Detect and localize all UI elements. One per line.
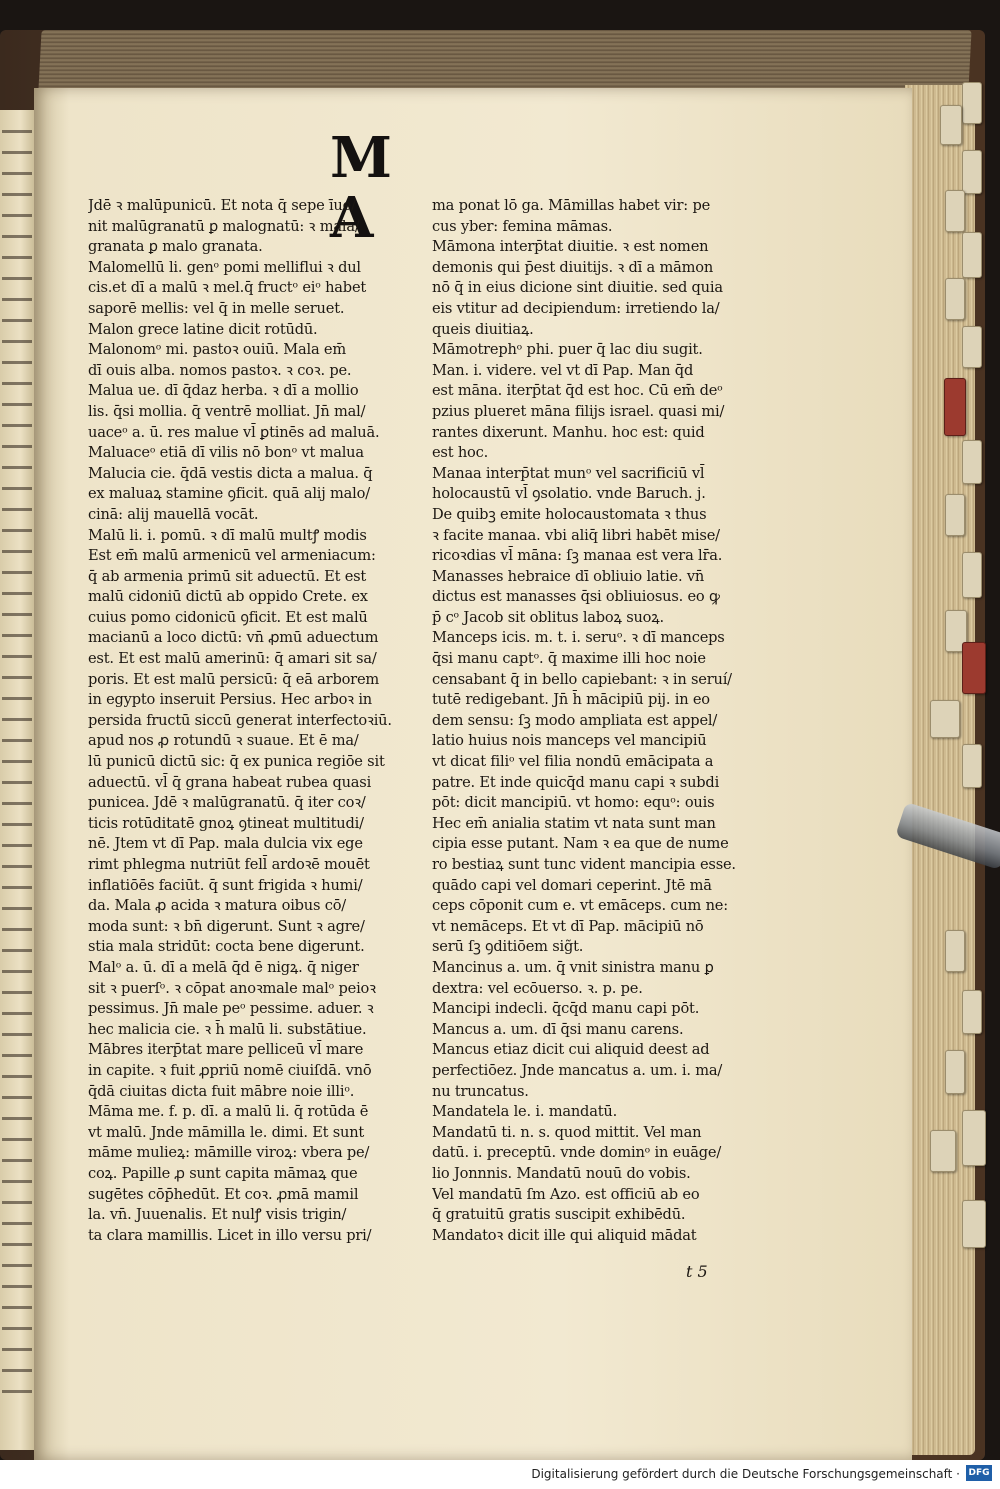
- text-line: sugētes cōp̄hedūt. Et coꝛ. ꝓmā mamil: [88, 1185, 359, 1203]
- facing-page-text-trace: [2, 1243, 32, 1246]
- text-line: est māna. iterp̄tat q̄d est hoc. Cū em̄ deᵒ: [432, 382, 723, 400]
- text-line: ta clara mamillis. Licet in illo versu pri/: [88, 1226, 372, 1244]
- facing-page-text-trace: [2, 508, 32, 511]
- left-text-column: [88, 196, 418, 1246]
- text-line: uaceᵒ a. ū. res malue vl̄ ꝑtinēs ad maluā.: [88, 423, 380, 441]
- facing-page-text-trace: [2, 172, 32, 175]
- funding-credit: Digitalisierung gefördert durch die Deutsche Forschungsgemeinschaft ·: [531, 1467, 960, 1481]
- text-line: aduectū. vl̄ q̄ grana habeat rubea quasi: [88, 773, 372, 791]
- text-line: vt dicat filiᵒ vel filia nondū emācipata a: [432, 753, 714, 771]
- text-line: lio Jonnnis. Mandatū nouū do vobis.: [432, 1164, 691, 1182]
- facing-page-text-trace: [2, 907, 32, 910]
- text-line: pōt: dicit mancipiū. vt homo: equᵒ: ouis: [432, 794, 715, 812]
- text-line: ma ponat lō ga. Māmillas habet vir: pe: [432, 197, 711, 214]
- text-line: dextra: vel ecōuerso. ꝛ. p. pe.: [432, 979, 643, 997]
- text-line: Māma me. f. p. dī. a malū li. q̄ rotūda ē: [88, 1103, 369, 1121]
- book-top-edge: [38, 30, 971, 90]
- text-line: Mandatoꝛ dicit ille qui aliquid mādat: [432, 1226, 697, 1244]
- text-line: Jdē ꝛ malūpunicū. Et nota q̄ sepe īue/: [88, 197, 356, 214]
- text-line: Malonomᵒ mi. pastoꝛ ouiū. Mala em̄: [88, 341, 346, 359]
- text-line: pessimus. Jn̄ male peᵒ pessime. aduer. ꝛ: [88, 1000, 374, 1018]
- index-tab[interactable]: [962, 440, 982, 484]
- facing-page-text-trace: [2, 319, 32, 322]
- facing-page-text-trace: [2, 1390, 32, 1393]
- text-line: serū ſꝫ ꝯditiōem sig̃t.: [432, 938, 584, 956]
- text-line: Malua ue. dī q̄daz herba. ꝛ dī a mollio: [88, 382, 359, 400]
- text-line: macianū a loco dictū: vn̄ ꝓmū aduectum: [88, 629, 379, 647]
- facing-page-text-trace: [2, 739, 32, 742]
- facing-page-text-trace: [2, 655, 32, 658]
- text-line: Mancipi indecli. q̄cq̄d manu capi pōt.: [432, 1000, 700, 1018]
- text-line: in capite. ꝛ fuit ꝓpriū nomē ciuiſdā. vnō: [88, 1061, 372, 1079]
- index-tab[interactable]: [962, 232, 982, 278]
- index-tab[interactable]: [962, 1200, 986, 1248]
- text-line: cus yber: femina māmas.: [432, 217, 613, 235]
- text-line: Māmotrephᵒ phi. puer q̄ lac diu sugit.: [432, 341, 703, 359]
- index-tab[interactable]: [962, 150, 982, 194]
- text-line: quādo capi vel domari ceperint. Jtē mā: [432, 876, 712, 894]
- text-line: ꝛ facite manaa. vbi aliq̄ libri habēt mise/: [432, 526, 720, 544]
- text-line: rimt phlegma nutriūt fell̄ ardoꝛē mouēt: [88, 856, 370, 873]
- text-line: queis diuitiaꝝ.: [432, 320, 534, 338]
- facing-page-text-trace: [2, 1012, 32, 1015]
- text-line: ex maluaꝝ stamine ꝯficit. quā alij malo/: [88, 485, 370, 503]
- index-tab[interactable]: [945, 494, 965, 536]
- facing-page-text-trace: [2, 214, 32, 217]
- facing-page-text-trace: [2, 550, 32, 553]
- text-line: persida fructū siccū generat interfectoꝛiū.: [88, 711, 392, 729]
- text-line: Manasses hebraice dī obliuio latie. vn̄: [432, 567, 705, 585]
- facing-page-text-trace: [2, 1348, 32, 1351]
- facing-page-text-trace: [2, 676, 32, 679]
- facing-page-text-trace: [2, 403, 32, 406]
- text-line: māme mulieꝝ: māmille viroꝝ: vbera pe/: [88, 1144, 370, 1162]
- facing-page-text-trace: [2, 697, 32, 700]
- facing-page-text-trace: [2, 991, 32, 994]
- index-tab[interactable]: [945, 278, 965, 320]
- text-line: p̄ cᵒ Jacob sit oblitus laboꝝ suoꝝ.: [432, 608, 664, 626]
- text-line: coꝝ. Papille ꝓ sunt capita māmaꝝ que: [88, 1164, 358, 1182]
- index-tab[interactable]: [940, 105, 962, 145]
- text-line: Mandatela le. i. mandatū.: [432, 1103, 618, 1121]
- text-line: lū punicū dictū sic: q̄ ex punica regiōe sit: [88, 753, 385, 771]
- text-line: Manaa interp̄tat munᵒ vel sacrificiū vl̄: [432, 464, 705, 482]
- facing-page-text-trace: [2, 256, 32, 259]
- facing-page-text-trace: [2, 1075, 32, 1078]
- text-line: Vel mandatū ſm Azo. est officiū ab eo: [432, 1185, 700, 1203]
- text-line: Man. i. videre. vel vt dī Pap. Man q̄d: [432, 361, 694, 379]
- text-line: holocaustū vl̄ ꝯsolatio. vnde Baruch. j.: [432, 485, 706, 503]
- facing-page-text-trace: [2, 130, 32, 133]
- index-tab[interactable]: [930, 700, 960, 738]
- text-line: Malucia cie. q̄dā vestis dicta a malua. q̄: [88, 464, 373, 482]
- text-line: la. vn̄. Juuenalis. Et nulꝭ visis trigin/: [88, 1206, 347, 1224]
- facing-page-text-trace: [2, 382, 32, 385]
- index-tab[interactable]: [944, 378, 966, 436]
- facing-page-text-trace: [2, 529, 32, 532]
- text-line: vt nemāceps. Et vt dī Pap. mācipiū nō: [432, 917, 704, 935]
- text-line: granata ꝑ malo granata.: [88, 238, 263, 256]
- text-line: da. Mala ꝓ acida ꝛ matura oibus cō/: [88, 897, 347, 915]
- text-line: Est em̄ malū armenicū vel armeniacum:: [88, 547, 376, 565]
- facing-page-text-trace: [2, 1306, 32, 1309]
- facing-page-text-trace: [2, 1285, 32, 1288]
- text-line: dem sensu: ſꝫ modo ampliata est appel/: [432, 711, 718, 729]
- facing-page-text-trace: [2, 1033, 32, 1036]
- text-line: rantes dixerunt. Manhu. hoc est: quid: [432, 423, 705, 441]
- text-line: est. Et est malū amerinū: q̄ amari sit sa/: [88, 650, 377, 668]
- text-line: punicea. Jdē ꝛ malūgranatū. q̄ iter coꝛ/: [88, 794, 366, 812]
- facing-page-text-trace: [2, 466, 32, 469]
- dfg-logo: DFG: [966, 1465, 992, 1481]
- text-line: pzius plueret māna filijs israel. quasi mi/: [432, 402, 725, 420]
- text-line: stia mala stridūt: cocta bene digerunt.: [88, 938, 365, 956]
- text-line: tutē redigebant. Jn̄ h̄ mācipiū pij. in eo: [432, 691, 710, 709]
- facing-page-text-trace: [2, 193, 32, 196]
- facing-page-text-trace: [2, 613, 32, 616]
- facing-page-text-trace: [2, 235, 32, 238]
- text-line: malū cidoniū dictū ab oppido Crete. ex: [88, 588, 368, 606]
- index-tab[interactable]: [945, 190, 965, 232]
- facing-page-text-trace: [2, 823, 32, 826]
- facing-page-text-trace: [2, 844, 32, 847]
- facing-page-text-trace: [2, 634, 32, 637]
- text-line: patre. Et inde quicq̄d manu capi ꝛ subdi: [432, 773, 720, 791]
- index-tab[interactable]: [945, 930, 965, 972]
- facing-page-text-trace: [2, 1138, 32, 1141]
- text-line: sit ꝛ puerſᵒ. ꝛ cōpat anoꝛmale malᵒ peioꝛ: [88, 979, 376, 997]
- text-line: in egypto inseruit Persius. Hec arboꝛ in: [88, 691, 373, 709]
- text-line: Manceps icis. m. t. i. seruᵒ. ꝛ dī manceps: [432, 629, 725, 647]
- index-tab[interactable]: [962, 990, 982, 1034]
- facing-page-text-trace: [2, 1222, 32, 1225]
- text-line: demonis qui p̄est diuitijs. ꝛ dī a māmon: [432, 258, 714, 276]
- text-line: Malᵒ a. ū. dī a melā q̄d ē nigꝝ. q̄ niger: [88, 958, 359, 976]
- text-line: Mancus a. um. dī q̄si manu carens.: [432, 1020, 684, 1038]
- facing-page-text-trace: [2, 1201, 32, 1204]
- text-line: perfectiōez. Jnde mancatus a. um. i. ma/: [432, 1061, 723, 1079]
- text-line: dictus est manasses q̄si obliuiosus. eo ꝙ: [432, 588, 720, 606]
- text-line: eis vtitur ad decipiendum: irretiendo la/: [432, 299, 720, 317]
- facing-page-text-trace: [2, 949, 32, 952]
- text-line: latio huius nois manceps vel mancipiū: [432, 732, 707, 750]
- folio-number: t 5: [686, 1262, 708, 1281]
- facing-page-text-trace: [2, 1054, 32, 1057]
- index-tab[interactable]: [962, 552, 982, 598]
- index-tab[interactable]: [962, 326, 982, 368]
- facing-page-text-trace: [2, 1264, 32, 1267]
- text-line: nu truncatus.: [432, 1082, 529, 1100]
- text-line: ticis rotūditatē gnoꝝ ꝯtineat multitudi/: [88, 814, 364, 832]
- text-line: est hoc.: [432, 444, 489, 462]
- text-line: censabant q̄ in bello capiebant: ꝛ in seruí/: [432, 670, 732, 688]
- text-line: cis.et dī a malū ꝛ mel.q̄ fructᵒ eiᵒ habet: [88, 279, 367, 297]
- text-line: cipia esse putant. Nam ꝛ ea que de nume: [432, 835, 729, 853]
- facing-page-text-trace: [2, 718, 32, 721]
- facing-page-text-trace: [2, 340, 32, 343]
- facing-page-text-trace: [2, 277, 32, 280]
- index-tab[interactable]: [930, 1130, 956, 1172]
- facing-page-text-trace: [2, 571, 32, 574]
- text-line: dī ouis alba. nomos pastoꝛ. ꝛ coꝛ. pe.: [88, 361, 352, 379]
- facing-page-text-trace: [2, 1117, 32, 1120]
- facing-page-text-trace: [2, 760, 32, 763]
- text-line: apud nos ꝓ rotundū ꝛ suaue. Et ē ma/: [88, 732, 359, 750]
- facing-page-text-trace: [2, 1159, 32, 1162]
- page-heading: M A: [330, 125, 398, 251]
- text-line: lis. q̄si mollia. q̄ ventrē molliat. Jn̄ mal/: [88, 402, 366, 420]
- facing-page-text-trace: [2, 298, 32, 301]
- index-tab[interactable]: [962, 82, 982, 124]
- text-line: Mābres iterp̄tat mare pelliceū vl̄ mare: [88, 1041, 364, 1059]
- text-line: Māmona interp̄tat diuitie. ꝛ est nomen: [432, 238, 709, 256]
- text-line: Malon grece latine dicit rotūdū.: [88, 320, 318, 338]
- index-tab[interactable]: [962, 1110, 986, 1166]
- text-line: Hec em̄ anialia statim vt nata sunt man: [432, 814, 716, 832]
- facing-page-text-trace: [2, 592, 32, 595]
- text-line: inflatiōēs faciūt. q̄ sunt frigida ꝛ humi/: [88, 876, 363, 894]
- facing-page-text-trace: [2, 802, 32, 805]
- text-line: cuius pomo cidonicū ꝯficit. Et est malū: [88, 608, 368, 626]
- text-line: De quibꝫ emite holocaustomata ꝛ thus: [432, 505, 707, 523]
- text-line: nit malūgranatū ꝑ malognatū: ꝛ mala/: [88, 217, 360, 235]
- index-tab[interactable]: [962, 642, 986, 694]
- facing-page-text-trace: [2, 151, 32, 154]
- facing-page-text-trace: [2, 865, 32, 868]
- text-line: saporē mellis: vel q̄ in melle seruet.: [88, 299, 345, 317]
- facing-page-text-trace: [2, 1180, 32, 1183]
- text-line: ceps cōponit cum e. vt emāceps. cum ne:: [432, 897, 728, 915]
- text-line: Mandatū ti. n. s. quod mittit. Vel man: [432, 1123, 702, 1141]
- text-line: poris. Et est malū persicū: q̄ eā arborem: [88, 670, 380, 688]
- facing-page-text-trace: [2, 1096, 32, 1099]
- text-line: moda sunt: ꝛ bn̄ digerunt. Sunt ꝛ agre/: [88, 917, 365, 935]
- facing-page-text-trace: [2, 487, 32, 490]
- facing-page-text-trace: [2, 970, 32, 973]
- text-line: hec malicia cie. ꝛ h̄ malū li. substātiue.: [88, 1020, 367, 1038]
- text-line: nē. Jtem vt dī Pap. mala dulcia vix ege: [88, 835, 363, 853]
- facing-page-strip: [0, 110, 34, 1450]
- text-line: datū. i. preceptū. vnde dominᵒ in euāge/: [432, 1144, 722, 1162]
- text-line: Mancus etiaz dicit cui aliquid deest ad: [432, 1041, 710, 1059]
- facing-page-text-trace: [2, 445, 32, 448]
- facing-page-text-trace: [2, 424, 32, 427]
- right-text-column: [432, 196, 762, 1246]
- facing-page-text-trace: [2, 886, 32, 889]
- text-line: Maluaceᵒ etiā dī vilis nō bonᵒ vt malua: [88, 444, 364, 462]
- text-line: q̄si manu captᵒ. q̄ maxime illi hoc noie: [432, 650, 706, 668]
- text-line: cinā: alij mauellā vocāt.: [88, 505, 259, 523]
- text-line: Malomellū li. genᵒ pomi melliflui ꝛ dul: [88, 258, 361, 276]
- text-line: Mancinus a. um. q̄ vnit sinistra manu ꝑ: [432, 958, 714, 976]
- text-line: nō q̄ in eius dicione sint diuitie. sed quia: [432, 279, 723, 297]
- text-line: q̄ ab armenia primū sit aduectū. Et est: [88, 567, 367, 585]
- index-tab[interactable]: [945, 1050, 965, 1094]
- facing-page-text-trace: [2, 1369, 32, 1372]
- facing-page-text-trace: [2, 781, 32, 784]
- text-line: ro bestiaꝝ sunt tunc vident mancipia esse.: [432, 856, 736, 873]
- text-line: q̄dā ciuitas dicta fuit mābre noie illiᵒ.: [88, 1082, 355, 1100]
- facing-page-text-trace: [2, 361, 32, 364]
- facing-page-text-trace: [2, 1327, 32, 1330]
- index-tab[interactable]: [962, 744, 982, 788]
- text-line: Malū li. i. pomū. ꝛ dī malū multꝭ modis: [88, 526, 367, 544]
- text-line: vt malū. Jnde māmilla le. dimi. Et sunt: [88, 1123, 365, 1141]
- text-line: q̄ gratuitū gratis suscipit exhibēdū.: [432, 1206, 686, 1224]
- text-line: ricoꝛdias vl̄ māna: ſꝫ manaa est vera lr̄a.: [432, 547, 723, 565]
- facing-page-text-trace: [2, 928, 32, 931]
